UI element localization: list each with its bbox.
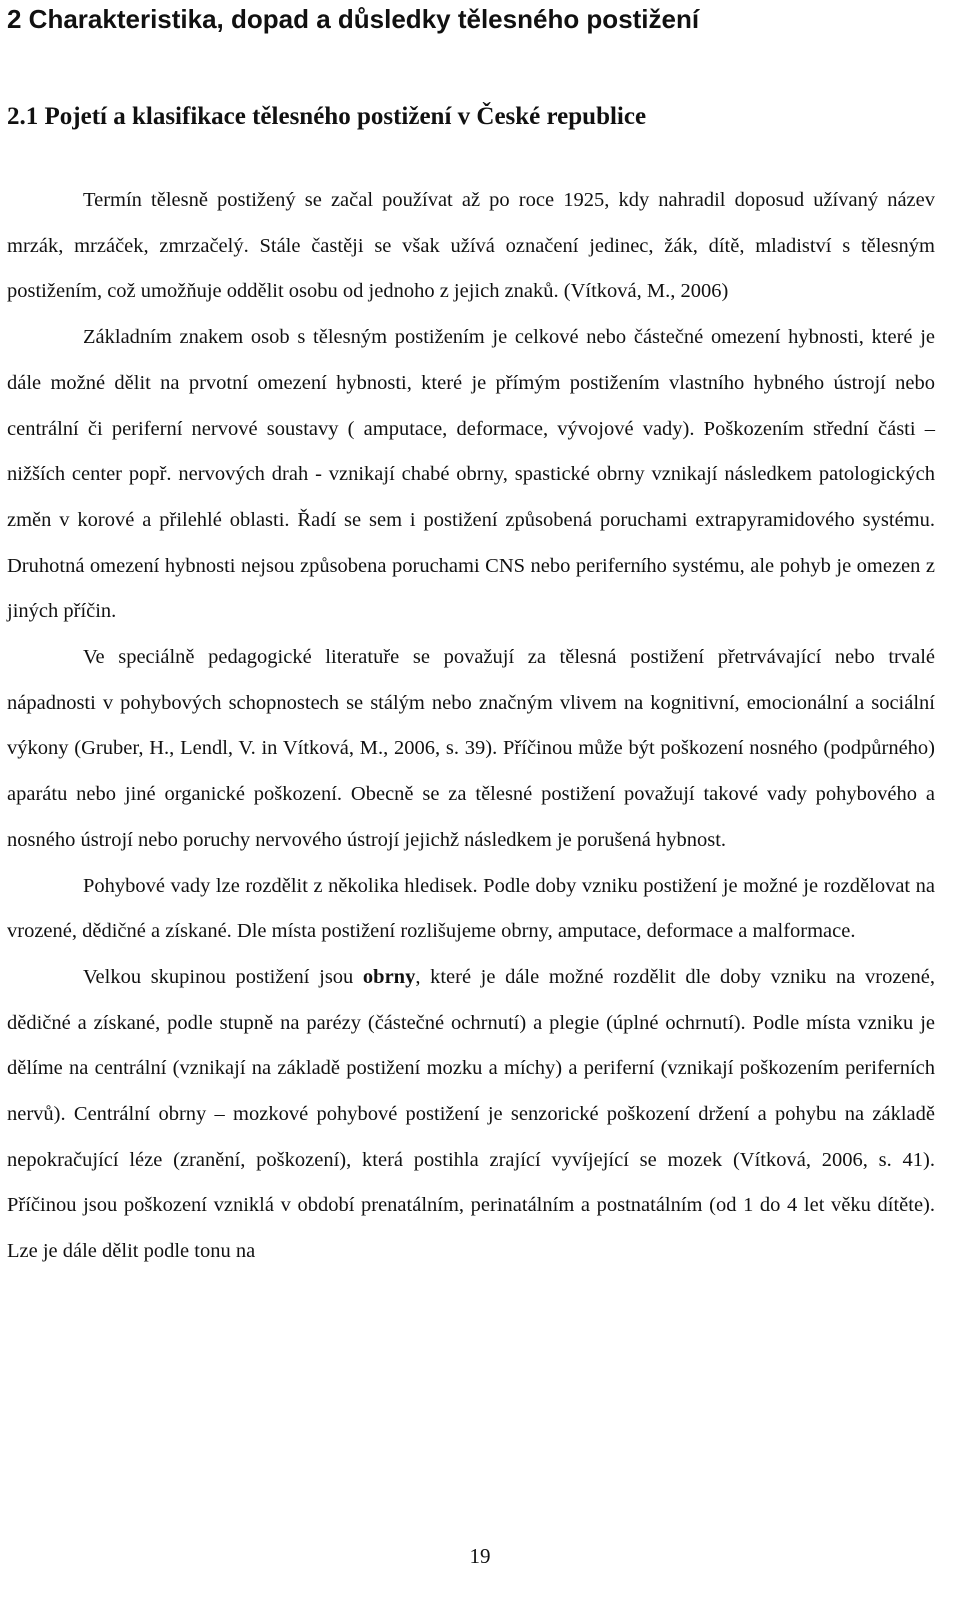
page-number: 19 [469,1544,491,1568]
paragraph-5-start: Velkou skupinou postižení jsou [83,965,363,988]
paragraph-3: Ve speciálně pedagogické literatuře se považují za tělesná postižení přetrvávající nebo trvalé nápadnosti v pohybových schopnostech se stálým nebo značným vlivem na kognitivní, emocionální a sociální výkony (Gruber, H., Lendl, V. in Vítková, M., 2006, s. 39). Příčinou může být poškození nosného (podpůrného) aparátu nebo jiné organické poškození. Obecně se za tělesné postižení považují takové vady pohybového a nosného ústrojí nebo poruchy nervového ústrojí jejichž následkem je porušená hybnost. [7,646,935,851]
document-page [7,0,935,1275]
section-title: 2.1 Pojetí a klasifikace tělesného postižení v České republice [7,103,647,130]
body-text [7,178,935,1275]
paragraph-5 [7,955,935,1275]
paragraph-5-rest: , které je dále možné rozdělit dle doby vzniku na vrozené, dědičné a získané, podle stupně na parézy (částečné ochrnutí) a plegie (úplné ochrnutí). Podle místa vzniku je dělíme na centrální (vznikají na základě postižení mozku a míchy) a periferní (vznikají poškozením periferních nervů). Centrální obrny – mozkové pohybové postižení je senzorické poškození držení a pohybu na základě nepokračující léze (zranění, poškození), která postihla zrající vyvíjející se mozek (Vítková, 2006, s. 41). Příčinou jsou poškození vzniklá v období prenatálním, perinatálním a postnatálním (od 1 do 4 let věku dítěte). Lze je dále dělit podle tonu na [7,965,935,1263]
paragraph-2: Základním znakem osob s tělesným postižením je celkové nebo částečné omezení hybnosti, které je dále možné dělit na prvotní omezení hybnosti, které je přímým postižením vlastního hybného ústrojí nebo centrální či periferní nervové soustavy ( amputace, deformace, vývojové vady). Poškozením střední části – nižších center popř. nervových drah - vznikají chabé obrny, spastické obrny vznikají následkem patologických změn v korové a přilehlé oblasti. Řadí se sem i postižení způsobená poruchami extrapyramidového systému. Druhotná omezení hybnosti nejsou způsobena poruchami CNS nebo periferního systému, ale pohyb je omezen z jiných příčin. [7,326,935,623]
paragraph-1: Termín tělesně postižený se začal používat až po roce 1925, kdy nahradil doposud užívaný název mrzák, mrzáček, zmrzačelý. Stále častěji se však užívá označení jedinec, žák, dítě, mladiství s tělesným postižením, což umožňuje oddělit osobu od jednoho z jejich znaků. (Vítková, M., 2006) [7,189,935,303]
paragraph-5-bold-term: obrny [362,965,416,988]
paragraph-4: Pohybové vady lze rozdělit z několika hledisek. Podle doby vzniku postižení je možné je rozdělovat na vrozené, dědičné a získané. Dle místa postižení rozlišujeme obrny, amputace, deformace a malformace. [7,874,935,943]
chapter-title: 2 Charakteristika, dopad a důsledky tělesného postižení [7,4,700,34]
